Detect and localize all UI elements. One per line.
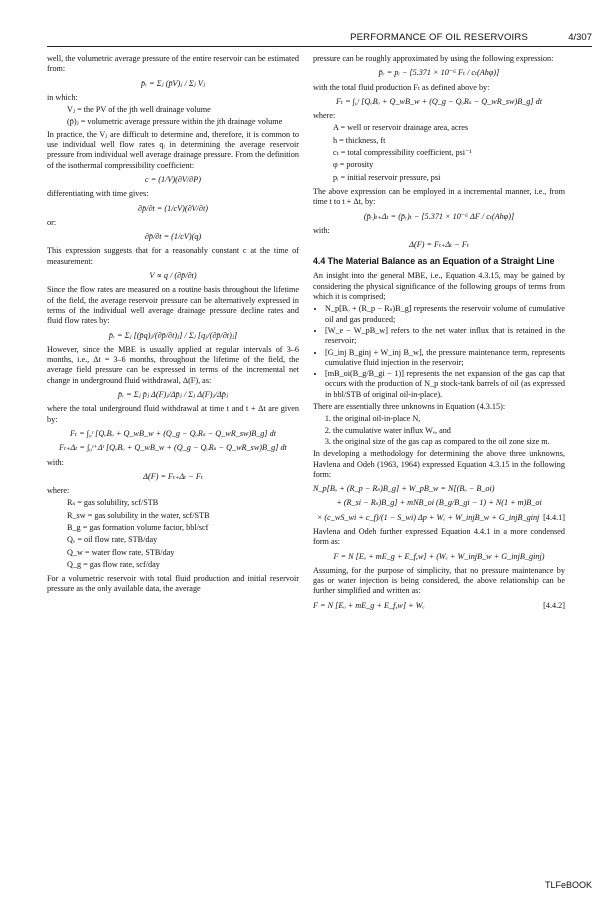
equation: ∂p̄/∂t = (1/cV)(q) xyxy=(144,232,202,242)
equation: Fₜ = ∫₀ᵗ [QₒBₒ + Q_wB_w + (Q_g − QₒRₛ − Q_wR_sw)B_g] dt xyxy=(70,428,276,438)
paragraph: or: xyxy=(47,217,57,227)
paragraph: There are essentially three unknowns in Equation (4.3.15): xyxy=(313,402,506,412)
paragraph: In developing a methodology for determining the above three unknowns, Havlena and Odeh (1963, 1964) expressed Equation 4.3.15 in the following form: xyxy=(313,449,565,479)
definition: Q_w = water flow rate, STB/day xyxy=(67,547,175,557)
paragraph: with: xyxy=(47,457,64,467)
equation: Fₜ = ∫₀ᵗ [QₒBₒ + Q_wB_w + (Q_g − QₒRₛ − Q_wR_sw)B_g] dt xyxy=(336,96,542,106)
paragraph: An insight into the general MBE, i.e., Equation 4.3.15, may be gained by considering the physical significance of the following groups of terms from which it is comprised; xyxy=(313,271,565,302)
paragraph: where the total underground fluid withdrawal at time t and t + Δt are given by: xyxy=(47,404,299,424)
paragraph: In practice, the Vⱼ are difficult to determine and, therefore, it is common to use individual well flow rates qᵢ in determining the average reservoir pressure from individual well average drainage pressure. From the definition of the isothermal compressibility coefficient: xyxy=(47,129,299,170)
paragraph: with the total fluid production Fₜ as defined above by: xyxy=(313,82,490,92)
definition: pᵢ = initial reservoir pressure, psi xyxy=(333,172,441,182)
equation-tag: [4.4.2] xyxy=(543,600,565,610)
list-item: • [G_inj B_ginj + W_inj B_w], the pressure maintenance term, represents cumulative fluid injection in the reservoir; xyxy=(325,348,565,369)
paragraph: Assuming, for the purpose of simplicity, that no pressure maintenance by gas or water injection is being considered, the above relationship can be further simplified and written as: xyxy=(313,565,565,596)
paragraph: differentiating with time gives: xyxy=(47,189,149,199)
equation: ∂p̄/∂t = (1/cV)(∂V/∂t) xyxy=(138,203,208,213)
paragraph: This expression suggests that for a reasonably constant c at the time of measurement: xyxy=(47,246,299,266)
equation: V ∝ q / (∂p̄/∂t) xyxy=(149,271,197,281)
definition: Vⱼ = the PV of the jth well drainage volume xyxy=(67,105,211,115)
equation: + (R_si − Rₛ)B_g] + mNB_oi (B_g/B_gi − 1) + N(1 + m)B_oi xyxy=(336,498,542,508)
numbered-list xyxy=(313,414,565,447)
equation: (p̄ᵣ)ₜ₊Δₜ = (p̄ᵣ)ₜ − [5.371 × 10⁻⁶ ΔF / cₜ(Ahφ)] xyxy=(363,211,515,221)
equation: Δ(F) = Fₜ₊Δₜ − Fₜ xyxy=(143,471,203,481)
equation: p̄ᵣ = Σⱼ [(p̄q)ⱼ/(∂p̄/∂t)ⱼ] / Σⱼ [qⱼ/(∂p̄/∂t)ⱼ] xyxy=(108,330,238,340)
footer-watermark: TLFeBOOK xyxy=(544,880,592,890)
paragraph: where: xyxy=(47,486,70,496)
equation-tag: [4.4.1] xyxy=(543,512,565,522)
equation-numbered xyxy=(313,513,565,523)
paragraph: where: xyxy=(313,111,336,121)
equation: F = N [Eₒ + mE_g + E_f,w] + (Wₑ + W_injB_w + G_injB_ginj) xyxy=(333,551,545,561)
equation: Δ(F) = Fₜ₊Δₜ − Fₜ xyxy=(409,240,469,250)
definition: Rₛ = gas solubility, scf/STB xyxy=(67,498,159,508)
definition: h = thickness, ft xyxy=(333,135,386,145)
equation-body: × (c_wS_wi + c_f)/(1 − S_wi) Δp + Wₑ + W_injB_w + G_injB_ginj xyxy=(316,512,540,522)
paragraph: The above expression can be employed in a incremental manner, i.e., from time t to t + Δt, by: xyxy=(313,186,565,207)
list-item: 3. the original size of the gas cap as compared to the oil zone size m. xyxy=(333,437,565,447)
paragraph: Havlena and Odeh further expressed Equation 4.4.1 in a more condensed form as: xyxy=(313,526,565,547)
equation-numbered xyxy=(313,601,565,611)
page-header xyxy=(0,28,604,48)
paragraph: Since the flow rates are measured on a routine basis throughout the lifetime of the field, the average reservoir pressure can be alternatively expressed in terms of the individual well average drainage pressure decline rates and fluid flow rates by: xyxy=(47,285,299,326)
list-item: • [W_e − W_pB_w] refers to the net water influx that is retained in the reservoir; xyxy=(325,326,565,347)
equation: N_p[Bₒ + (R_p − Rₛ)B_g] + W_pB_w = N[(Bₒ − B_oi) xyxy=(313,484,495,494)
paragraph: For a volumetric reservoir with total fluid production and initial reservoir pressure as the only available data, the average xyxy=(47,574,299,594)
section-heading: 4.4 The Material Balance as an Equation of a Straight Line xyxy=(313,256,555,267)
list-item: 1. the original oil-in-place N, xyxy=(333,414,565,424)
right-column xyxy=(313,54,565,615)
paragraph: with: xyxy=(313,225,330,235)
paragraph: in which: xyxy=(47,92,78,102)
definition: A = well or reservoir drainage area, acres xyxy=(333,123,469,133)
list-item: • [mB_oi(B_g/B_gi − 1)] represents the net expansion of the gas cap that occurs with the production of N_p stock-tank barrels of oil (as expressed in bbl/STB of original oil-in-place). xyxy=(325,369,565,400)
definition: φ = porosity xyxy=(333,160,374,170)
equation: c = (1/V)(∂V/∂P) xyxy=(145,174,201,184)
left-column xyxy=(47,54,299,597)
list-item: • N_p[Bₒ + (R_p − Rₛ)B_g] represents the reservoir volume of cumulative oil and gas produced; xyxy=(325,304,565,325)
bullet-list xyxy=(313,304,565,400)
paragraph: well, the volumetric average pressure of the entire reservoir can be estimated from: xyxy=(47,54,299,74)
definition: R_sw = gas solubility in the water, scf/STB xyxy=(67,510,210,520)
definition: (p̄)ⱼ = volumetric average pressure within the jth drainage volume xyxy=(67,117,283,127)
definition: Qₒ = oil flow rate, STB/day xyxy=(67,535,158,545)
running-title: PERFORMANCE OF OIL RESERVOIRS xyxy=(350,32,528,43)
definition: B_g = gas formation volume factor, bbl/scf xyxy=(67,522,209,532)
equation: Fₜ₊Δₜ = ∫₀ᵗ⁺Δᵗ [QₒBₒ + Q_wB_w + (Q_g − QₒRₛ − Q_wR_sw)B_g] dt xyxy=(59,443,287,453)
header-rule xyxy=(47,46,592,47)
definition: Q_g = gas flow rate, scf/day xyxy=(67,559,160,569)
list-item: 2. the cumulative water influx Wₑ, and xyxy=(333,426,565,436)
definition: cₜ = total compressibility coefficient, psi⁻¹ xyxy=(333,148,472,158)
page-number: 4/307 xyxy=(568,32,592,43)
equation: p̄ᵣ = pᵢ − [5.371 × 10⁻⁶ Fₜ / cₜ(Ahφ)] xyxy=(378,68,500,78)
paragraph: However, since the MBE is usually applied at regular intervals of 3–6 months, i.e., Δt = 3–6 months, throughout the lifetime of the field, the average field pressure can be expressed in terms of the incremental net change in underground fluid withdrawal, Δ(F), as: xyxy=(47,344,299,385)
equation: p̄ᵣ = Σⱼ p̄ⱼ Δ(F)ⱼ/Δp̄ⱼ / Σⱼ Δ(F)ⱼ/Δp̄ⱼ xyxy=(117,390,229,400)
paragraph: pressure can be roughly approximated by using the following expression: xyxy=(313,54,554,63)
equation: p̄ᵣ = Σⱼ (p̄V)ⱼ / Σⱼ Vⱼ xyxy=(140,78,206,88)
equation-body: F = N [Eₒ + mE_g + E_f,w] + Wₑ xyxy=(313,600,425,610)
